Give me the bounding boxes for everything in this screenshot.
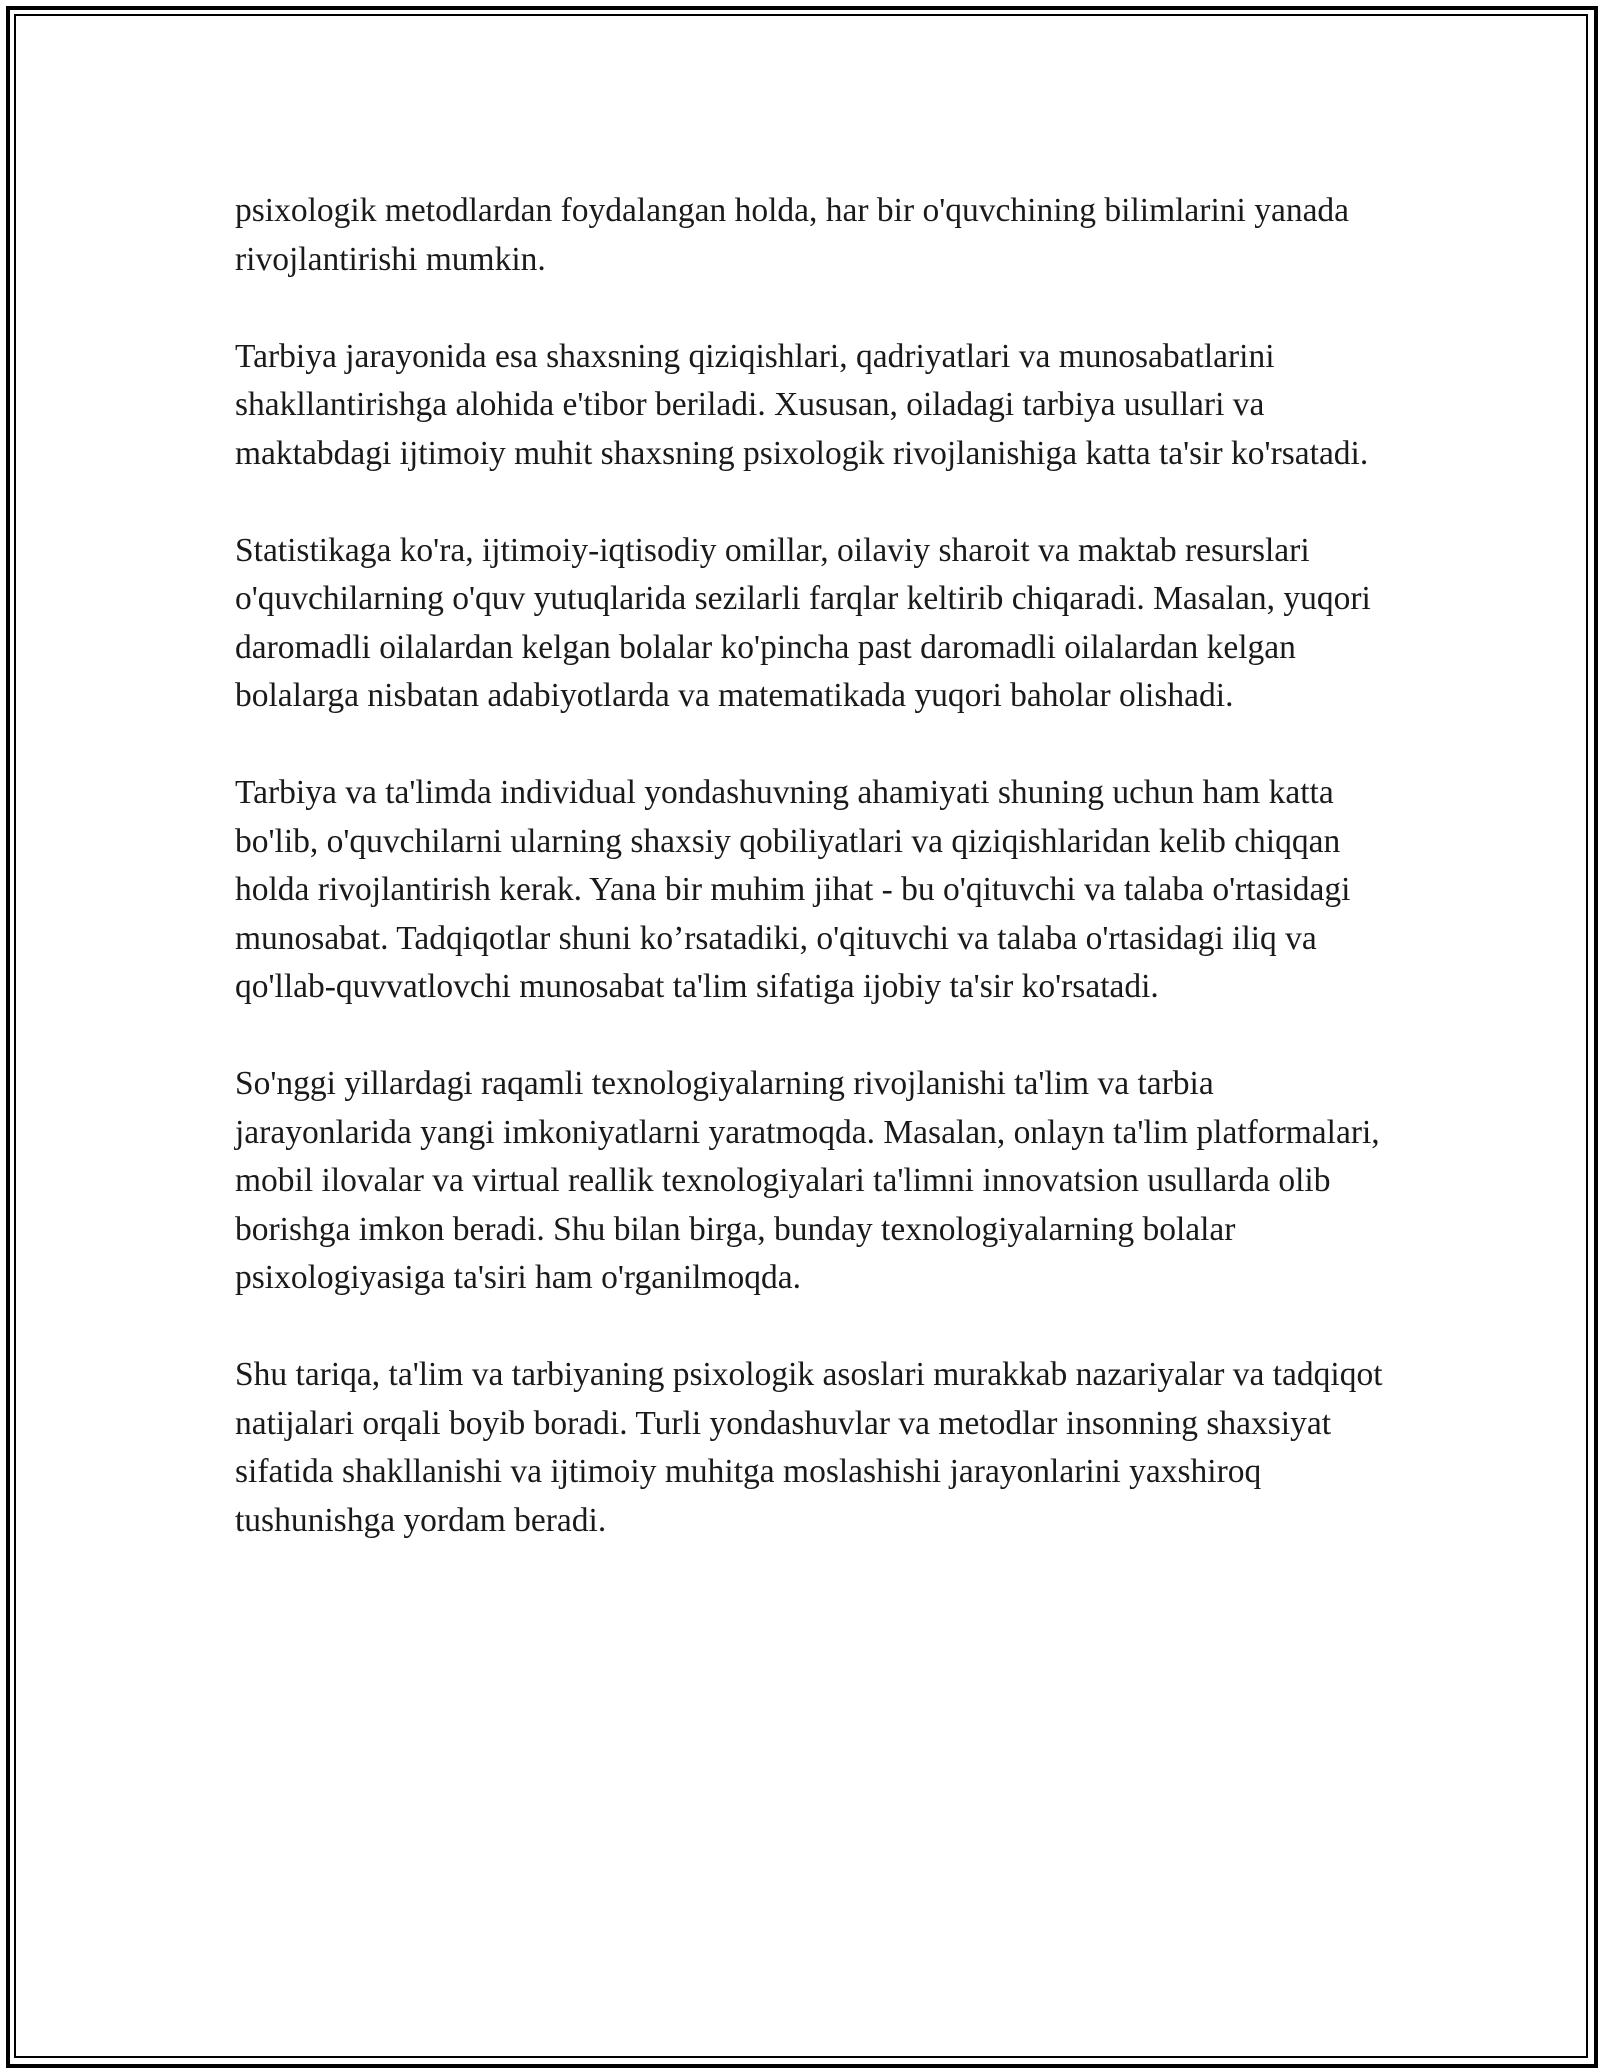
paragraph-6: Shu tariqa, ta'lim va tarbiyaning psixologik asoslari murakkab nazariyalar va tadqiqot natijalari orqali boyib boradi. Turli yondashuvlar va metodlar insonning shaxsiyat sifatida shakllanishi va ijtimoiy muhitga moslashishi jarayonlarini yaxshiroq tushunishga yordam beradi. xyxy=(235,1356,1383,1539)
paragraph-1: psixologik metodlardan foydalangan holda, har bir o'quvchining bilimlarini yanada rivojlantirishi mumkin. xyxy=(235,192,1350,278)
document-body xyxy=(235,187,1385,1594)
paragraph-3: Statistikaga ko'ra, ijtimoiy-iqtisodiy omillar, oilaviy sharoit va maktab resurslari o'quvchilarning o'quv yutuqlarida sezilarli farqlar keltirib chiqaradi. Masalan, yuqori daromadli oilalardan kelgan bolalar ko'pincha past daromadli oilalardan kelgan bolalarga nisbatan adabiyotlarda va matematikada yuqori baholar olishadi. xyxy=(235,531,1371,714)
paragraph-2: Tarbiya jarayonida esa shaxsning qiziqishlari, qadriyatlari va munosabatlarini shakllantirishga alohida e'tibor beriladi. Xususan, oiladagi tarbiya usullari va maktabdagi ijtimoiy muhit shaxsning psixologik rivojlanishiga katta ta'sir ko'rsatadi. xyxy=(235,337,1369,472)
paragraph-5: So'nggi yillardagi raqamli texnologiyalarning rivojlanishi ta'lim va tarbia jarayonlarida yangi imkoniyatlarni yaratmoqda. Masalan, onlayn ta'lim platformalari, mobil ilovalar va virtual reallik texnologiyalari ta'limni innovatsion usullarda olib borishga imkon beradi. Shu bilan birga, bunday texnologiyalarning bolalar psixologiyasiga ta'siri ham o'rganilmoqda. xyxy=(235,1065,1380,1296)
paragraph-4: Tarbiya va ta'limda individual yondashuvning ahamiyati shuning uchun ham katta bo'lib, o'quvchilarni ularning shaxsiy qobiliyatlari va qiziqishlaridan kelib chiqqan holda rivojlantirish kerak. Yana bir muhim jihat - bu o'qituvchi va talaba o'rtasidagi munosabat. Tadqiqotlar shuni ko’rsatadiki, o'qituvchi va talaba o'rtasidagi iliq va qo'llab-quvvatlovchi munosabat ta'lim sifatiga ijobiy ta'sir ko'rsatadi. xyxy=(235,774,1351,1005)
